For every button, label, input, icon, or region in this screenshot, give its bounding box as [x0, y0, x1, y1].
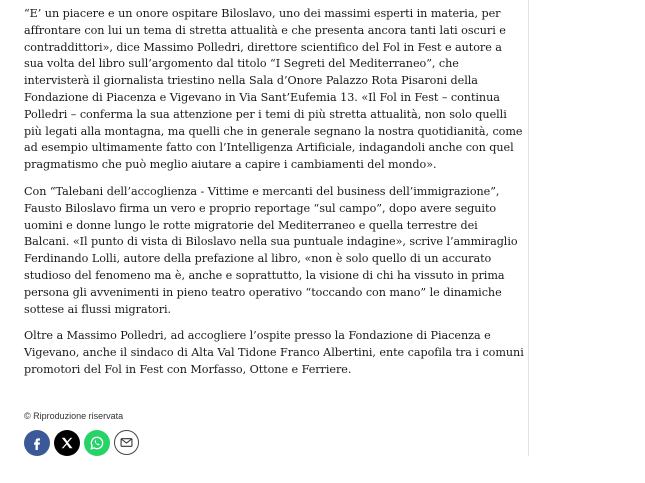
- copyright-notice: © Riproduzione riservata: [24, 411, 124, 421]
- whatsapp-icon: [89, 435, 105, 451]
- share-whatsapp-button[interactable]: [84, 430, 110, 456]
- column-divider: [528, 0, 529, 456]
- article-body: [24, 6, 524, 389]
- facebook-icon: [30, 436, 44, 450]
- article-paragraph: Con “Talebani dell’accoglienza - Vittime e mercanti del business dell’immigrazione”, Fausto Biloslavo firma un vero e proprio reportage “sul campo”, dopo avere seguito uomini e donne lungo le rotte migratorie del Mediterraneo e quella terrestre dei Balcani. «Il punto di vista di Biloslavo nella sua puntuale indagine», scrive l’ammiraglio Ferdinando Lolli, autore della prefazione al libro, «non è solo quello di un accurato studioso del fenomeno ma è, anche e soprattutto, la visione di chi ha vissuto in prima persona gli avvenimenti in pieno teatro operativo “toccando con mano” le dinamiche sottese ai flussi migratori.: [24, 184, 518, 316]
- share-x-button[interactable]: [54, 430, 80, 456]
- share-facebook-button[interactable]: [24, 430, 50, 456]
- share-email-button[interactable]: [114, 430, 139, 455]
- share-bar: [24, 430, 139, 456]
- email-icon: [120, 436, 133, 449]
- article-paragraph: Oltre a Massimo Polledri, ad accogliere l’ospite presso la Fondazione di Piacenza e Vigevano, anche il sindaco di Alta Val Tidone Franco Albertini, ente capofila tra i comuni promotori del Fol in Fest con Morfasso, Ottone e Ferriere.: [24, 329, 524, 376]
- article-paragraph: “E’ un piacere e un onore ospitare Biloslavo, uno dei massimi esperti in materia, per affrontare con lui un tema di stretta attualità e che presenta ancora tanti lati oscuri e contraddittori», dice Massimo Polledri, direttore scientifico del Fol in Fest e autore a sua volta del libro sull’argomento dal titolo “I Segreti del Mediterraneo”, che intervisterà il giornalista triestino nella Sala d’Onore Palazzo Rota Pisaroni della Fondazione di Piacenza e Vigevano in Via Sant’Eufemia 13. «Il Fol in Fest – continua Polledri – conferma la sua attenzione per i temi di più stretta attualità, non solo quelli più legati alla montagna, ma quelli che in generale segnano la nostra quotidianità, come ad esempio ultimamente fatto con l’Intelligenza Artificiale, indagandoli anche con quel pragmatismo che può meglio aiutare a capire i cambiamenti del mondo».: [24, 7, 523, 172]
- x-icon: [60, 436, 74, 450]
